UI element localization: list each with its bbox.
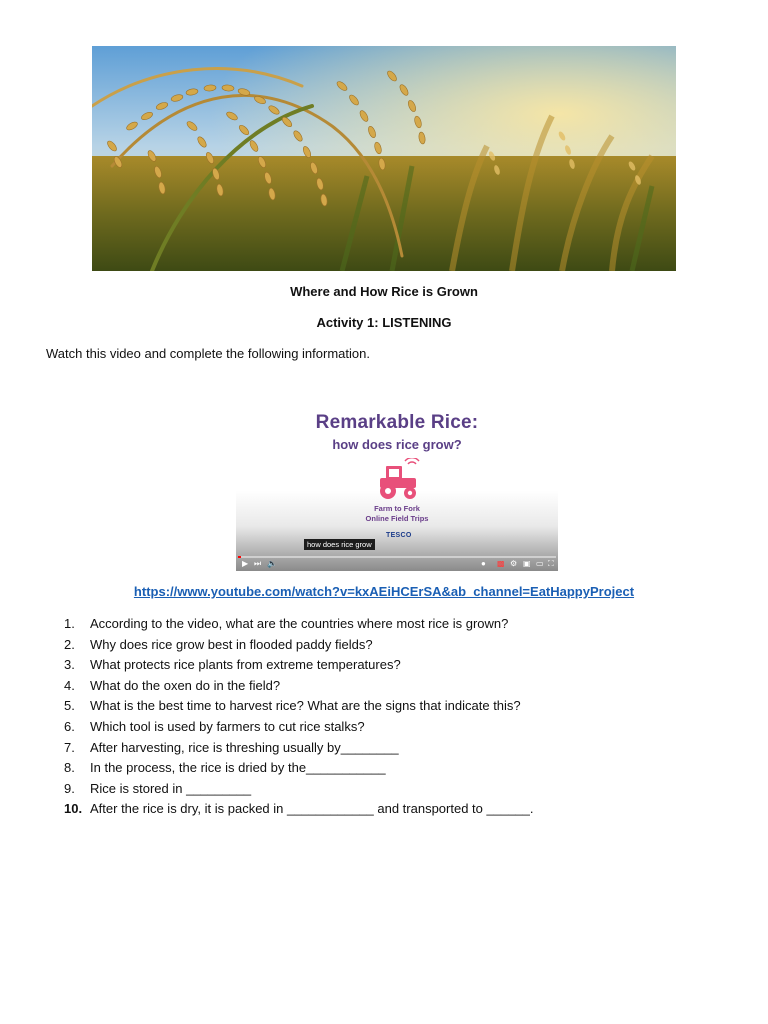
question-text: What protects rice plants from extreme temperatures? xyxy=(90,657,401,673)
question-item xyxy=(64,738,534,759)
brand-line-2: Online Field Trips xyxy=(365,514,429,523)
question-item xyxy=(64,635,534,656)
question-text: According to the video, what are the countries where most rice is grown? xyxy=(90,616,509,631)
question-number: 7. xyxy=(64,739,75,755)
question-number: 3. xyxy=(64,657,75,673)
video-controls xyxy=(236,556,558,571)
question-text: Which tool is used by farmers to cut rice stalks? xyxy=(90,718,365,734)
theater-icon[interactable]: ▭ xyxy=(536,559,544,568)
instructions-text: Watch this video and complete the following information. xyxy=(46,346,370,361)
question-text: What do the oxen do in the field? xyxy=(90,677,281,693)
video-title: Remarkable Rice: xyxy=(315,412,479,433)
rice-field-image xyxy=(92,46,676,271)
question-text: What is the best time to harvest rice? What are the signs that indicate this? xyxy=(90,698,521,714)
video-progress-bar[interactable] xyxy=(238,556,556,558)
volume-icon[interactable]: 🔈 xyxy=(267,559,277,568)
question-item xyxy=(64,758,534,779)
video-thumbnail[interactable] xyxy=(236,392,558,571)
brand-line-1: Farm to Fork xyxy=(374,504,420,513)
question-text: Rice is stored in _________ xyxy=(90,780,252,796)
subtitles-icon[interactable]: ▩ xyxy=(497,559,505,568)
question-number: 10. xyxy=(64,801,83,817)
question-item xyxy=(64,696,534,717)
question-number: 8. xyxy=(64,760,75,776)
question-item xyxy=(64,717,534,738)
video-link[interactable]: https://www.youtube.com/watch?v=kxAEiHCErSA&ab_channel=EatHappyProject xyxy=(133,584,635,599)
question-item xyxy=(64,614,534,635)
play-icon[interactable]: ▶ xyxy=(242,559,249,568)
question-number: 1. xyxy=(64,616,75,631)
activity-title: Activity 1: LISTENING xyxy=(316,315,452,330)
tractor-icon xyxy=(374,458,424,502)
question-item xyxy=(64,779,534,800)
question-number: 5. xyxy=(64,698,75,714)
settings-icon[interactable]: ⚙ xyxy=(510,559,518,568)
question-text: In the process, the rice is dried by the___________ xyxy=(90,760,386,776)
video-subtitle: how does rice grow? xyxy=(332,437,462,452)
question-number: 6. xyxy=(64,718,75,734)
fullscreen-icon[interactable]: ⛶ xyxy=(548,559,554,568)
question-list xyxy=(64,614,534,820)
question-text: After harvesting, rice is threshing usually by________ xyxy=(90,739,399,755)
question-text: After the rice is dry, it is packed in ____________ and transported to ______. xyxy=(90,801,534,817)
video-caption: how does rice grow xyxy=(304,539,375,550)
question-item xyxy=(64,799,534,820)
question-item xyxy=(64,655,534,676)
question-item xyxy=(64,676,534,697)
next-icon[interactable]: ⏭ xyxy=(254,559,262,568)
question-number: 4. xyxy=(64,677,75,693)
document-title: Where and How Rice is Grown xyxy=(290,284,478,299)
video-progress-fill xyxy=(238,556,241,558)
autoplay-toggle-icon[interactable]: ● xyxy=(481,559,486,568)
question-number: 9. xyxy=(64,780,75,796)
sponsor-logo: TESCO xyxy=(386,532,412,539)
miniplayer-icon[interactable]: ▣ xyxy=(523,559,531,568)
question-number: 2. xyxy=(64,636,75,652)
question-text: Why does rice grow best in flooded paddy fields? xyxy=(90,636,373,652)
